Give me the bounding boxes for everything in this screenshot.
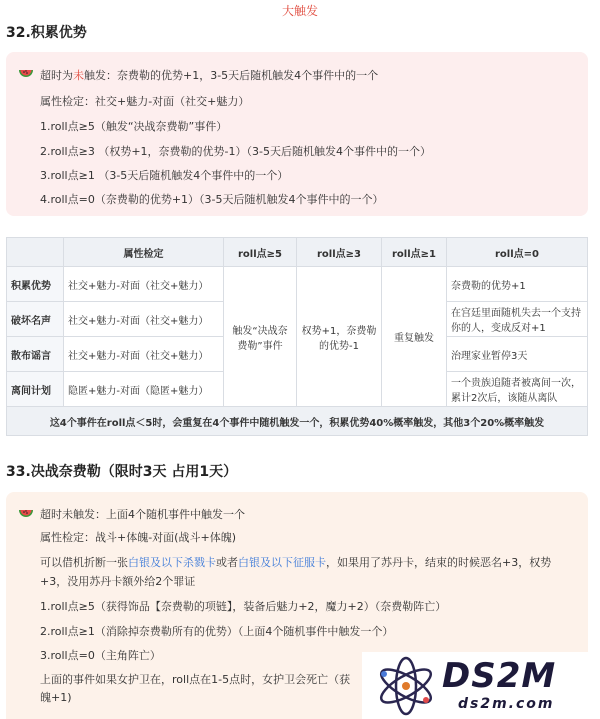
table-header: 属性检定 [64,238,224,267]
s33-line-guard: 上面的事件如果女护卫在，roll点在1-5点时，女护卫会死亡（获 [40,673,351,686]
s32-line-timeout: 超时为未触发：奈费勒的优势+1，3-5天后随机触发4个事件中的一个 [40,69,379,82]
s33-line-roll1: 2.roll点≥1（消除掉奈费勒所有的优势）（上面4个随机事件中触发一个） [40,625,394,638]
row-check: 社交+魅力-对面（社交+魅力） [64,337,224,372]
merged-roll5: 触发“决战奈费勒”事件 [224,267,297,407]
row-name: 积累优势 [7,267,64,302]
s33-line-card: 可以借机折断一张白银及以下杀戮卡或者白银及以下征服卡，如果用了苏丹卡，结束的时候恶名+3，权势 [40,556,552,569]
section-33-title: 33.决战奈费勒（限时3天 占用1天） [6,464,238,480]
event-table [6,237,588,436]
table-footer: 这4个事件在roll点＜5时，会重复在4个事件中随机触发一个，积累优势40%概率触发，其他3个20%概率触发 [7,407,588,436]
row-roll0: 一个贵族追随者被离间一次，累计2次后，该随从离队 [447,372,588,407]
row-roll0: 在宫廷里面随机失去一个支持你的人，变成反对+1 [447,302,588,337]
watermark-logo [362,652,600,719]
section-32-card [6,52,588,216]
row-check: 社交+魅力-对面（社交+魅力） [64,267,224,302]
silver-kill-card-link[interactable]: 白银及以下杀戮卡 [128,556,216,569]
section-32-title: 32.积累优势 [6,25,87,41]
top-cut-text: 大触发 [281,4,318,18]
table-header [7,238,64,267]
atom-icon [374,656,438,716]
row-roll0: 奈费勒的优势+1 [447,267,588,302]
row-name: 离间计划 [7,372,64,407]
table-header: roll点=0 [447,238,588,267]
s33-line-roll5: 1.roll点≥5（获得饰品【奈费勒的项链】，装备后魅力+2，魔力+2）（奈费勒阵亡） [40,600,447,613]
table-header: roll点≥1 [382,238,447,267]
row-roll0: 治理家业暂停3天 [447,337,588,372]
table-header-row [7,238,588,267]
s32-line-check: 属性检定：社交+魅力-对面（社交+魅力） [40,95,250,108]
merged-roll1: 重复触发 [382,267,447,407]
watermelon-icon [18,65,34,81]
table-header: roll点≥5 [224,238,297,267]
s33-line-guard-cont: 魄+1) [40,691,72,704]
s32-line-roll0: 4.roll点=0（奈费勒的优势+1）（3-5天后随机触发4个事件中的一个） [40,193,384,206]
silver-conquer-card-link[interactable]: 白银及以下征服卡 [238,556,326,569]
s33-line-timeout: 超时未触发：上面4个随机事件中触发一个 [40,508,245,521]
watermelon-icon [18,505,34,521]
table-row [7,267,588,302]
s33-line-roll0: 3.roll点=0（主角阵亡） [40,649,161,662]
s33-line-check: 属性检定：战斗+体魄-对面(战斗+体魄) [40,531,236,544]
merged-roll3: 权势+1，奈费勒的优势-1 [297,267,382,407]
table-footer-row [7,407,588,436]
s32-line-roll1: 3.roll点≥1 （3-5天后随机触发4个事件中的一个） [40,169,289,182]
s32-line-roll5: 1.roll点≥5（触发“决战奈费勒”事件） [40,120,228,133]
watermark-main-text: DS2M [442,656,557,696]
table-header: roll点≥3 [297,238,382,267]
row-name: 破坏名声 [7,302,64,337]
row-check: 社交+魅力-对面（社交+魅力） [64,302,224,337]
watermark-sub-text: ds2m.com [458,696,555,712]
s33-line-card-cont: +3，没用苏丹卡额外给2个罪证 [40,575,196,588]
s32-line-roll3: 2.roll点≥3 （权势+1，奈费勒的优势-1）（3-5天后随机触发4个事件中的一个） [40,145,431,158]
row-name: 散布谣言 [7,337,64,372]
row-check: 隐匿+魅力-对面（隐匿+魅力） [64,372,224,407]
